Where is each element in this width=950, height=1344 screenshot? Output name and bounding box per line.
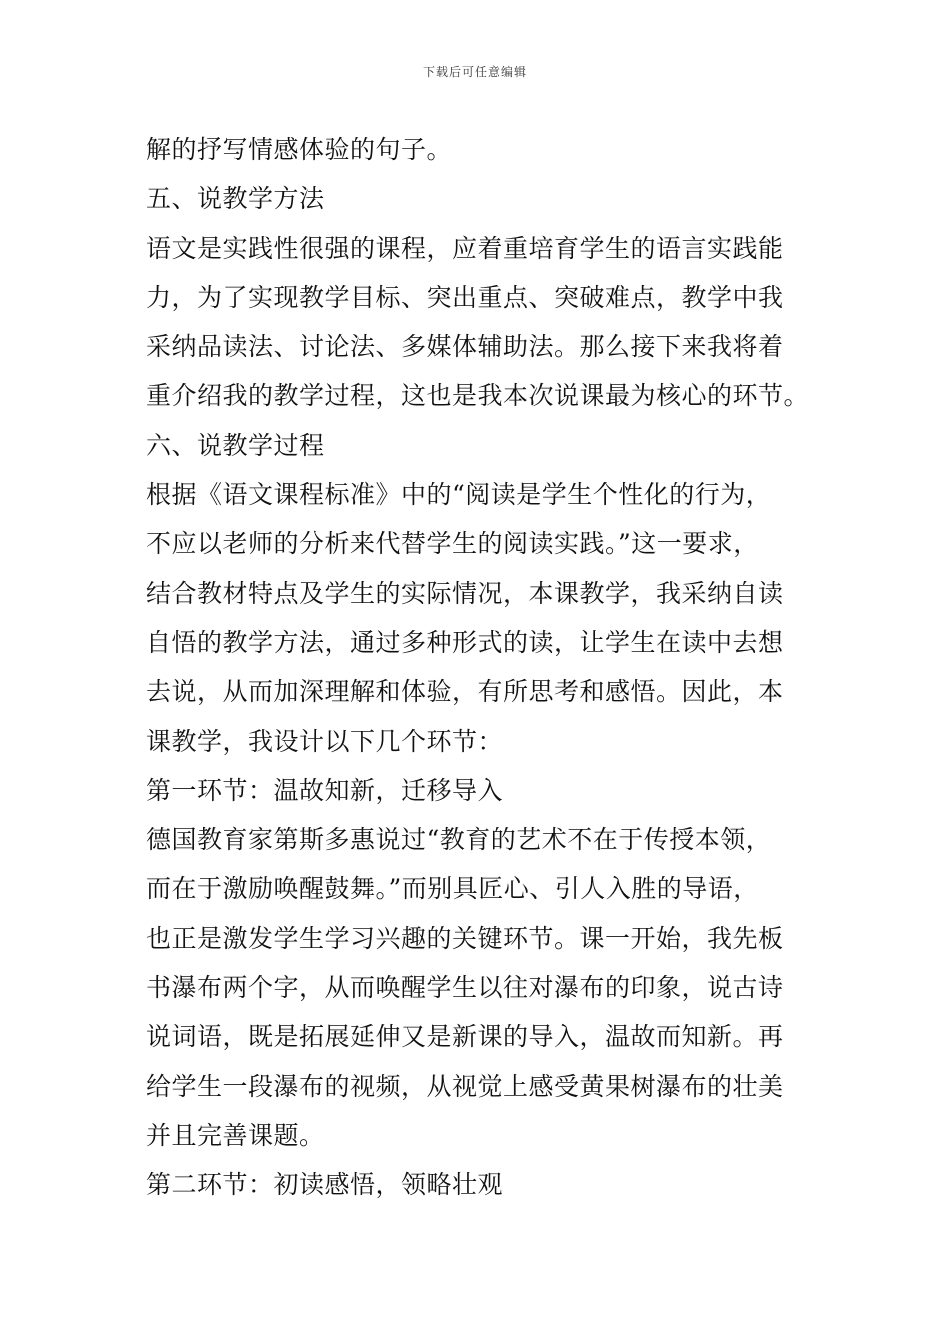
text-line: 自悟的教学方法，通过多种形式的读，让学生在读中去想: [146, 627, 784, 657]
document-body: [146, 125, 812, 1210]
subsection-heading-step-1: 第一环节：温故知新，迁移导入: [146, 775, 504, 805]
text-line: 去说，从而加深理解和体验，有所思考和感悟。因此，本: [146, 677, 784, 707]
text-line: 力，为了实现教学目标、突出重点、突破难点，教学中我: [146, 282, 784, 312]
section-heading-process: 六、说教学过程: [146, 430, 325, 460]
section-heading-methods: 五、说教学方法: [146, 184, 325, 214]
text-line: 解的抒写情感体验的句子。: [146, 135, 453, 164]
text-line: 课教学，我设计以下几个环节：: [146, 726, 504, 756]
text-line: 不应以老师的分析来代替学生的阅读实践。”这一要求，: [146, 529, 759, 559]
text-line: 而在于激励唤醒鼓舞。”而别具匠心、引人入胜的导语，: [146, 874, 759, 904]
text-line: 也正是激发学生学习兴趣的关键环节。课一开始，我先板: [146, 923, 784, 953]
text-line: 德国教育家第斯多惠说过“教育的艺术不在于传授本领，: [146, 825, 772, 855]
text-line: 语文是实践性很强的课程，应着重培育学生的语言实践能: [146, 233, 784, 263]
text-line: 并且完善课题。: [146, 1120, 325, 1150]
text-line: 重介绍我的教学过程，这也是我本次说课最为核心的环节。: [146, 381, 810, 411]
text-line: 结合教材特点及学生的实际情况，本课教学，我采纳自读: [146, 578, 784, 608]
page-header: 下载后可任意编辑: [422, 65, 527, 79]
text-line: 采纳品读法、讨论法、多媒体辅助法。那么接下来我将着: [146, 332, 784, 362]
text-line: 书瀑布两个字，从而唤醒学生以往对瀑布的印象，说古诗: [146, 973, 784, 1003]
subsection-heading-step-2: 第二环节：初读感悟，领略壮观: [146, 1170, 504, 1200]
text-line: 说词语，既是拓展延伸又是新课的导入，温故而知新。再: [146, 1022, 784, 1052]
text-line: 根据《语文课程标准》中的“阅读是学生个性化的行为，: [146, 480, 772, 510]
text-line: 给学生一段瀑布的视频，从视觉上感受黄果树瀑布的壮美: [146, 1071, 784, 1101]
